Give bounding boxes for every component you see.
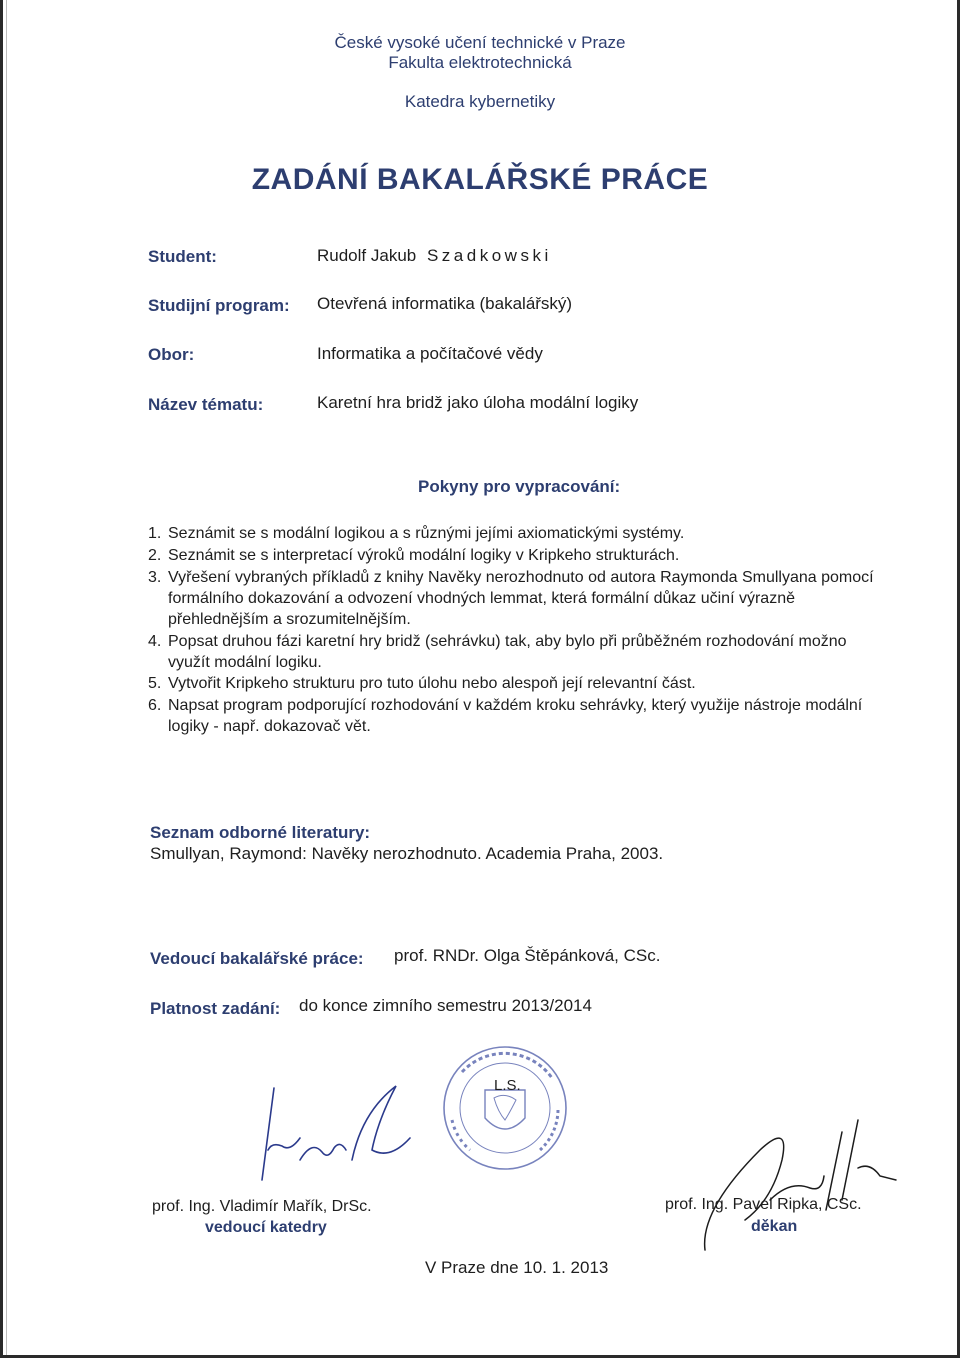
right-signatory-name: prof. Ing. Pavel Ripka, CSc. bbox=[665, 1196, 862, 1213]
field-value: Informatika a počítačové vědy bbox=[317, 344, 543, 363]
instructions-heading: Pokyny pro vypracování: bbox=[418, 477, 621, 496]
validity-value: do konce zimního semestru 2013/2014 bbox=[299, 996, 592, 1015]
document-title: ZADÁNÍ BAKALÁŘSKÉ PRÁCE bbox=[251, 163, 709, 196]
stamp-ls-text: L.S. bbox=[494, 1077, 521, 1094]
supervisor-value: prof. RNDr. Olga Štěpánková, CSc. bbox=[394, 946, 661, 965]
instruction-number: 6. bbox=[148, 697, 162, 714]
right-signatory-role: děkan bbox=[751, 1218, 798, 1235]
validity-label: Platnost zadání: bbox=[150, 999, 281, 1018]
instruction-text: Seznámit se s modální logikou a s různými jejími axiomatickými systémy. bbox=[168, 525, 685, 542]
instruction-text: Napsat program podporující rozhodování v každém kroku sehrávky, který využije nástroje modální logiky - např. dokazovač vět. bbox=[168, 697, 863, 735]
literature-entry: Smullyan, Raymond: Navěky nerozhodnuto. Academia Praha, 2003. bbox=[150, 844, 664, 863]
student-first-name: Rudolf Jakub bbox=[317, 246, 417, 265]
program-value: Otevřená informatika (bakalářský) bbox=[317, 294, 573, 313]
student-label: Student: bbox=[148, 247, 217, 266]
supervisor-label: Vedoucí bakalářské práce: bbox=[150, 949, 364, 968]
instruction-number: 4. bbox=[148, 633, 162, 650]
university-name: České vysoké učení technické v Praze bbox=[334, 33, 626, 52]
program-label: Studijní program: bbox=[148, 296, 290, 315]
literature-heading: Seznam odborné literatury: bbox=[150, 823, 371, 842]
field-label: Obor: bbox=[148, 345, 195, 364]
official-stamp bbox=[444, 1047, 566, 1169]
department-name: Katedra kybernetiky bbox=[404, 92, 556, 111]
instruction-text: Vytvořit Kripkeho strukturu pro tuto úlohu nebo alespoň její relevantní část. bbox=[168, 675, 696, 692]
instruction-number: 3. bbox=[148, 569, 162, 586]
student-last-name: Szadkowski bbox=[426, 246, 552, 265]
instruction-number: 1. bbox=[148, 525, 162, 542]
date-line: V Praze dne 10. 1. 2013 bbox=[425, 1258, 609, 1277]
left-signatory-role: vedoucí katedry bbox=[205, 1219, 327, 1236]
instruction-text: Vyřešení vybraných příkladů z knihy Navěky nerozhodnuto od autora Raymonda Smullyana pomocí formálního dokazování a odvození vhodných lemmat, která formální důkaz učiní výrazně přehlednějším a srozumitelnějším. bbox=[168, 569, 874, 628]
left-signatory-name: prof. Ing. Vladimír Mařík, DrSc. bbox=[152, 1198, 372, 1215]
topic-label: Název tématu: bbox=[148, 395, 264, 414]
instruction-number: 2. bbox=[148, 547, 162, 564]
topic-value: Karetní hra bridž jako úloha modální logiky bbox=[317, 393, 639, 412]
instruction-text: Seznámit se s interpretací výroků modální logiky v Kripkeho strukturách. bbox=[168, 547, 680, 564]
instruction-text: Popsat druhou fázi karetní hry bridž (sehrávku) tak, aby bylo při průběžném rozhodování možno využít modální logiku. bbox=[168, 633, 847, 671]
faculty-name: Fakulta elektrotechnická bbox=[388, 53, 572, 72]
instruction-number: 5. bbox=[148, 675, 162, 692]
right-signature bbox=[705, 1120, 896, 1250]
left-signature bbox=[262, 1086, 410, 1180]
